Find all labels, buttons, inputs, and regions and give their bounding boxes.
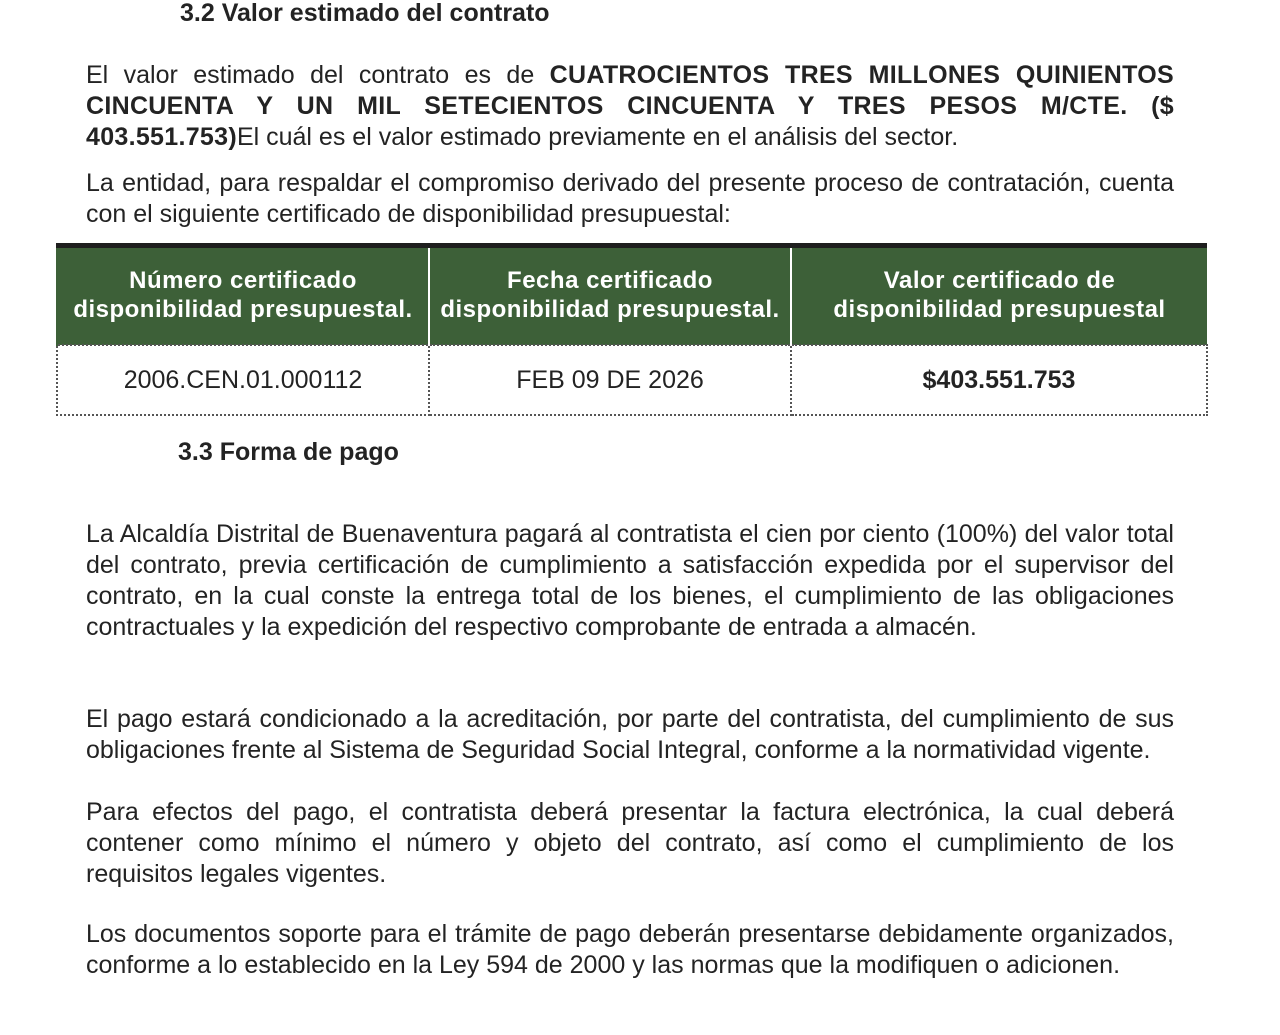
section-heading-valor-estimado: 3.2 Valor estimado del contrato (180, 0, 550, 27)
valor-intro-text: El valor estimado del contrato es de (86, 61, 550, 89)
forma-pago-paragraph-3: Para efectos del pago, el contratista deberá presentar la factura electrónica, la cual deberá contener como mínimo el número y objeto del contrato, así como el cumplimiento de los requisitos legales vigentes. (86, 798, 1174, 888)
cdp-table-header-row (57, 246, 1207, 346)
cell-numero-certificado: 2006.CEN.01.000112 (57, 345, 429, 415)
header-numero-certificado: Número certificado disponibilidad presupuestal. (57, 246, 429, 346)
forma-pago-paragraph-4: Los documentos soporte para el trámite de pago deberán presentarse debidamente organizados, conforme a lo establecido en la Ley 594 de 2000 y las normas que la modifiquen o adicionen. (86, 920, 1174, 979)
cdp-table (56, 243, 1208, 416)
valor-en-letras: CUATROCIENTOS TRES MILLONES QUINIENTOS CINCUENTA Y UN MIL SETECIENTOS CINCUENTA Y TRES PESOS M/CTE. ($ 403.551.753) (86, 61, 1174, 151)
forma-pago-paragraph-1: La Alcaldía Distrital de Buenaventura pagará al contratista el cien por ciento (100%) del valor total del contrato, previa certificación de cumplimiento a satisfacción expedida por el supervisor del contrato, en la cual conste la entrega total de los bienes, el cumplimiento de las obligaciones contractuales y la expedición del respectivo comprobante de entrada a almacén. (86, 520, 1174, 641)
table-row (57, 345, 1207, 415)
forma-pago-paragraph-2: El pago estará condicionado a la acreditación, por parte del contratista, del cumplimiento de sus obligaciones frente al Sistema de Seguridad Social Integral, conforme a la normatividad vigente. (86, 705, 1174, 764)
header-valor-certificado: Valor certificado de disponibilidad presupuestal (791, 246, 1207, 346)
respaldo-paragraph: La entidad, para respaldar el compromiso derivado del presente proceso de contratación, cuenta con el siguiente certificado de disponibilidad presupuestal: (86, 169, 1174, 228)
valor-estimado-paragraph (86, 60, 1174, 153)
header-fecha-certificado: Fecha certificado disponibilidad presupuestal. (429, 246, 791, 346)
section-heading-forma-de-pago: 3.3 Forma de pago (178, 438, 399, 466)
cell-fecha-certificado: FEB 09 DE 2026 (429, 345, 791, 415)
cell-valor-certificado: $403.551.753 (791, 345, 1207, 415)
valor-analisis-text: El cuál es el valor estimado previamente en el análisis del sector. (236, 123, 959, 151)
